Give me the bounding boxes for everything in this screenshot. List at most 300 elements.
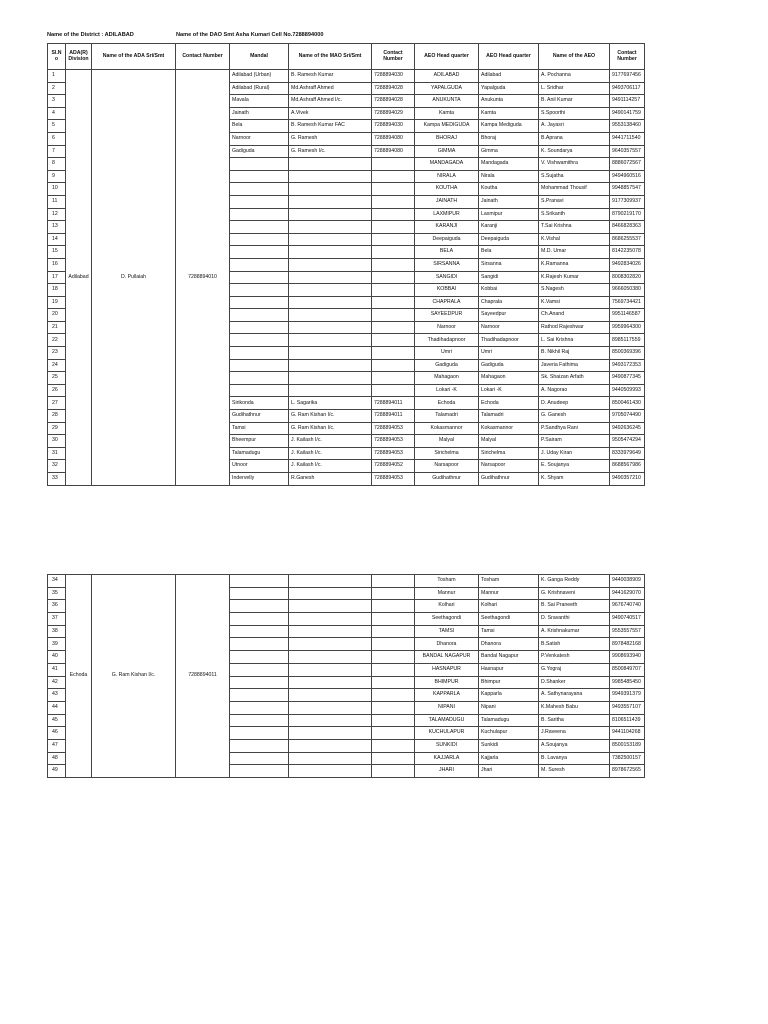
aeo-name-cell: A. Sathynarayana xyxy=(539,689,610,702)
aeo-hq-cell: Malyal xyxy=(415,435,479,448)
col-mao-contact: Contact Number xyxy=(372,44,415,70)
aeo-hq-cell: HASNAPUR xyxy=(415,663,479,676)
mandal-cell xyxy=(230,676,289,689)
mandal-cell xyxy=(230,384,289,397)
aeo-contact-cell: 9490740517 xyxy=(610,613,645,626)
mao-contact-cell xyxy=(372,384,415,397)
aeo-hq-cell: BHIMPUR xyxy=(415,676,479,689)
mao-contact-cell: 7288894080 xyxy=(372,132,415,145)
mandal-cell xyxy=(230,714,289,727)
header-row xyxy=(48,44,645,70)
aeo-hq-cell: Echoda xyxy=(415,397,479,410)
aeo-name-cell: B. Anil Kumar xyxy=(539,95,610,108)
aeo-contact-cell: 9490357210 xyxy=(610,473,645,486)
mao-name-cell xyxy=(289,587,372,600)
aeo-name-cell: L. Sai Krishna xyxy=(539,334,610,347)
mao-name-cell xyxy=(289,321,372,334)
aeo-name-cell: G. Ganesh xyxy=(539,410,610,423)
mao-name-cell xyxy=(289,575,372,588)
aeo-hq-cell: SUNKIDI xyxy=(415,739,479,752)
mao-contact-cell: 7288894028 xyxy=(372,82,415,95)
aeo-hq-cell: Kokasmannor xyxy=(415,422,479,435)
sl-no-cell: 20 xyxy=(48,309,66,322)
sl-no-cell: 47 xyxy=(48,739,66,752)
sl-no-cell: 1 xyxy=(48,70,66,83)
aeo-hq-2-cell: Talamadugu xyxy=(479,714,539,727)
aeo-contact-cell: 8790219170 xyxy=(610,208,645,221)
mao-name-cell xyxy=(289,689,372,702)
aeo-hq-2-cell: Sunkidi xyxy=(479,739,539,752)
col-aeo-hq: AEO Head quarter xyxy=(415,44,479,70)
aeo-contact-cell: 9177697456 xyxy=(610,70,645,83)
mao-contact-cell xyxy=(372,309,415,322)
mandal-cell: Sirikonda xyxy=(230,397,289,410)
mao-name-cell xyxy=(289,233,372,246)
aeo-hq-2-cell: Kampa Mediguda xyxy=(479,120,539,133)
aeo-name-cell: A. Jayasri xyxy=(539,120,610,133)
ada-name-cell: G. Ram Kishan I/c. xyxy=(92,575,176,778)
mandal-cell xyxy=(230,765,289,778)
aeo-hq-cell: Gadiguda xyxy=(415,359,479,372)
aeo-name-cell: K.Ramanna xyxy=(539,258,610,271)
aeo-hq-2-cell: Sirichelma xyxy=(479,447,539,460)
mao-contact-cell xyxy=(372,701,415,714)
mao-name-cell: J. Kailash I/c. xyxy=(289,435,372,448)
mao-contact-cell: 7288894080 xyxy=(372,145,415,158)
aeo-hq-2-cell: Kokasmannor xyxy=(479,422,539,435)
sl-no-cell: 24 xyxy=(48,359,66,372)
col-aeo-contact: Contact Number xyxy=(610,44,645,70)
aeo-hq-2-cell: Jainath xyxy=(479,195,539,208)
mandal-cell xyxy=(230,321,289,334)
mao-contact-cell xyxy=(372,334,415,347)
aeo-contact-cell: 9908693940 xyxy=(610,651,645,664)
mao-contact-cell xyxy=(372,714,415,727)
sl-no-cell: 4 xyxy=(48,107,66,120)
mao-contact-cell xyxy=(372,246,415,259)
aeo-contact-cell: 9441104268 xyxy=(610,727,645,740)
aeo-hq-cell: Narnoor xyxy=(415,321,479,334)
mandal-cell xyxy=(230,195,289,208)
mandal-cell xyxy=(230,271,289,284)
aeo-contact-cell: 9441711540 xyxy=(610,132,645,145)
mandal-cell xyxy=(230,638,289,651)
aeo-hq-cell: ADILABAD xyxy=(415,70,479,83)
mao-contact-cell: 7288894052 xyxy=(372,460,415,473)
mao-name-cell xyxy=(289,271,372,284)
mao-name-cell xyxy=(289,195,372,208)
aeo-hq-2-cell: Yapalguda xyxy=(479,82,539,95)
sl-no-cell: 29 xyxy=(48,422,66,435)
sl-no-cell: 35 xyxy=(48,587,66,600)
aeo-name-cell: K.Vamsi xyxy=(539,296,610,309)
sl-no-cell: 11 xyxy=(48,195,66,208)
mao-name-cell xyxy=(289,170,372,183)
aeo-hq-2-cell: Umri xyxy=(479,347,539,360)
ada-name-cell: D. Pullaiah xyxy=(92,70,176,486)
mao-name-cell xyxy=(289,334,372,347)
aeo-hq-cell: Seethagondi xyxy=(415,613,479,626)
aeo-name-cell: M. Suresh xyxy=(539,765,610,778)
aeo-hq-cell: Lokari -K xyxy=(415,384,479,397)
aeo-contact-cell: 9505474294 xyxy=(610,435,645,448)
mao-name-cell: J. Kailash I/c. xyxy=(289,460,372,473)
mao-contact-cell xyxy=(372,625,415,638)
sl-no-cell: 31 xyxy=(48,447,66,460)
aeo-contact-cell: 7569734421 xyxy=(610,296,645,309)
aeo-name-cell: E. Soujanya xyxy=(539,460,610,473)
aeo-name-cell: K.Vishal xyxy=(539,233,610,246)
sl-no-cell: 43 xyxy=(48,689,66,702)
aeo-hq-cell: Narsapoor xyxy=(415,460,479,473)
col-ada-contact: Contact Number xyxy=(176,44,230,70)
table-row xyxy=(48,70,645,83)
aeo-hq-2-cell: Narsapoor xyxy=(479,460,539,473)
mao-contact-cell: 7288894053 xyxy=(372,422,415,435)
mao-contact-cell xyxy=(372,284,415,297)
aeo-hq-cell: JHARI xyxy=(415,765,479,778)
mandal-cell xyxy=(230,246,289,259)
aeo-hq-2-cell: Sirsanna xyxy=(479,258,539,271)
mao-name-cell: B. Ramesh Kumar xyxy=(289,70,372,83)
aeo-name-cell: V. Vishwamithra xyxy=(539,158,610,171)
mao-name-cell: G. Ram Kishan I/c. xyxy=(289,410,372,423)
sl-no-cell: 39 xyxy=(48,638,66,651)
mao-contact-cell xyxy=(372,727,415,740)
sl-no-cell: 3 xyxy=(48,95,66,108)
aeo-hq-cell: MANDAGADA xyxy=(415,158,479,171)
mao-name-cell xyxy=(289,651,372,664)
aeo-hq-cell: KOBBAI xyxy=(415,284,479,297)
mandal-cell: Talamadugu xyxy=(230,447,289,460)
mao-name-cell xyxy=(289,208,372,221)
aeo-hq-cell: Mahagaon xyxy=(415,372,479,385)
aeo-contact-cell: 8466828363 xyxy=(610,221,645,234)
ada-division-cell: Echoda xyxy=(66,575,92,778)
aeo-hq-2-cell: Kapparla xyxy=(479,689,539,702)
aeo-contact-cell: 9951146587 xyxy=(610,309,645,322)
aeo-contact-cell: 8500153189 xyxy=(610,739,645,752)
aeo-name-cell: K.Mahesh Babu xyxy=(539,701,610,714)
sl-no-cell: 22 xyxy=(48,334,66,347)
aeo-contact-cell: 9553557557 xyxy=(610,625,645,638)
mandal-cell xyxy=(230,221,289,234)
aeo-name-cell: D. Anudeep xyxy=(539,397,610,410)
mandal-cell xyxy=(230,183,289,196)
aeo-name-cell: L. Sridhar xyxy=(539,82,610,95)
aeo-name-cell: P.Sairam xyxy=(539,435,610,448)
mao-name-cell xyxy=(289,309,372,322)
aeo-hq-cell: NIPANI xyxy=(415,701,479,714)
mao-name-cell xyxy=(289,296,372,309)
sl-no-cell: 10 xyxy=(48,183,66,196)
mandal-cell xyxy=(230,170,289,183)
aeo-hq-cell: BELA xyxy=(415,246,479,259)
col-mao-name: Name of the MAO Sri/Smt xyxy=(289,44,372,70)
sl-no-cell: 8 xyxy=(48,158,66,171)
mandal-cell xyxy=(230,372,289,385)
aeo-hq-2-cell: Echoda xyxy=(479,397,539,410)
aeo-hq-cell: Tosham xyxy=(415,575,479,588)
aeo-hq-cell: BHORAJ xyxy=(415,132,479,145)
aeo-name-cell: B. Saritha xyxy=(539,714,610,727)
aeo-hq-2-cell: Bhoraj xyxy=(479,132,539,145)
dao-title: Name of the DAO Smt Asha Kumari Cell No.7288894000 xyxy=(176,32,324,38)
aeo-contact-cell: 8978672565 xyxy=(610,765,645,778)
aeo-hq-2-cell: Anukunta xyxy=(479,95,539,108)
mao-contact-cell: 7288894053 xyxy=(372,447,415,460)
mao-name-cell xyxy=(289,221,372,234)
mandal-cell xyxy=(230,309,289,322)
mao-name-cell: G. Ramesh I/c. xyxy=(289,145,372,158)
aeo-hq-cell: KAPPARLA xyxy=(415,689,479,702)
aeo-name-cell: K.Rajesh Kumar xyxy=(539,271,610,284)
sl-no-cell: 6 xyxy=(48,132,66,145)
mao-contact-cell xyxy=(372,158,415,171)
aeo-hq-2-cell: Mandagada xyxy=(479,158,539,171)
mao-name-cell: B. Ramesh Kumar FAC xyxy=(289,120,372,133)
mandal-cell xyxy=(230,296,289,309)
aeo-hq-2-cell: Thadihadapnoor xyxy=(479,334,539,347)
aeo-hq-cell: Sirichelma xyxy=(415,447,479,460)
aeo-name-cell: J. Uday Kiran xyxy=(539,447,610,460)
aeo-hq-2-cell: Laxmipur xyxy=(479,208,539,221)
mao-contact-cell: 7288894011 xyxy=(372,410,415,423)
aeo-hq-2-cell: Bandal Nagapur xyxy=(479,651,539,664)
mandal-cell: Gadiguda xyxy=(230,145,289,158)
aeo-name-cell: K. Soundarya xyxy=(539,145,610,158)
aeo-hq-2-cell: Dhanora xyxy=(479,638,539,651)
mao-name-cell xyxy=(289,347,372,360)
mao-contact-cell xyxy=(372,221,415,234)
mao-contact-cell xyxy=(372,208,415,221)
aeo-contact-cell: 9666050380 xyxy=(610,284,645,297)
mandal-cell xyxy=(230,613,289,626)
officers-table-part-2 xyxy=(47,574,645,778)
aeo-name-cell: A. Pochanna xyxy=(539,70,610,83)
sl-no-cell: 12 xyxy=(48,208,66,221)
aeo-name-cell: D. Sravanthi xyxy=(539,613,610,626)
aeo-name-cell: Mohammad Thousif xyxy=(539,183,610,196)
district-title: Name of the District : ADILABAD xyxy=(47,32,134,38)
aeo-hq-cell: Kampa MEDIGUDA xyxy=(415,120,479,133)
mao-contact-cell xyxy=(372,359,415,372)
mandal-cell: Adilabad (Urban) xyxy=(230,70,289,83)
ada-division-cell: Adilabad xyxy=(66,70,92,486)
sl-no-cell: 38 xyxy=(48,625,66,638)
aeo-contact-cell: 9705074490 xyxy=(610,410,645,423)
aeo-name-cell: G. Krishnaveni xyxy=(539,587,610,600)
aeo-hq-cell: GIMMA xyxy=(415,145,479,158)
mao-name-cell xyxy=(289,714,372,727)
aeo-hq-2-cell: Seethagondi xyxy=(479,613,539,626)
mandal-cell xyxy=(230,663,289,676)
aeo-name-cell: B. Sai Praneeth xyxy=(539,600,610,613)
aeo-hq-cell: JAINATH xyxy=(415,195,479,208)
mandal-cell xyxy=(230,233,289,246)
mao-contact-cell xyxy=(372,613,415,626)
mao-name-cell xyxy=(289,613,372,626)
mao-name-cell: L. Sagarika xyxy=(289,397,372,410)
mao-name-cell xyxy=(289,372,372,385)
mao-name-cell xyxy=(289,727,372,740)
sl-no-cell: 40 xyxy=(48,651,66,664)
aeo-hq-2-cell: Nipani xyxy=(479,701,539,714)
mao-name-cell xyxy=(289,752,372,765)
mao-contact-cell xyxy=(372,587,415,600)
mandal-cell: Bela xyxy=(230,120,289,133)
aeo-hq-2-cell: Talamadri xyxy=(479,410,539,423)
aeo-hq-2-cell: Mannur xyxy=(479,587,539,600)
aeo-hq-2-cell: Jhari xyxy=(479,765,539,778)
aeo-hq-2-cell: Bhimpur xyxy=(479,676,539,689)
sl-no-cell: 30 xyxy=(48,435,66,448)
mao-contact-cell xyxy=(372,638,415,651)
aeo-contact-cell: 9490877345 xyxy=(610,372,645,385)
aeo-name-cell: B.Aprana xyxy=(539,132,610,145)
sl-no-cell: 44 xyxy=(48,701,66,714)
mao-contact-cell: 7288894030 xyxy=(372,70,415,83)
aeo-hq-2-cell: Narnoor xyxy=(479,321,539,334)
mandal-cell xyxy=(230,587,289,600)
col-ada-name: Name of the ADA Sri/Smt xyxy=(92,44,176,70)
aeo-name-cell: K. Ganga Reddy xyxy=(539,575,610,588)
mao-contact-cell xyxy=(372,663,415,676)
sl-no-cell: 5 xyxy=(48,120,66,133)
mandal-cell xyxy=(230,752,289,765)
sl-no-cell: 28 xyxy=(48,410,66,423)
col-aeo-name: Name of the AEO xyxy=(539,44,610,70)
officers-table-part-1 xyxy=(47,43,645,486)
aeo-hq-2-cell: Gudihathnur xyxy=(479,473,539,486)
mandal-cell xyxy=(230,258,289,271)
mao-contact-cell: 7288894053 xyxy=(372,473,415,486)
mao-name-cell xyxy=(289,676,372,689)
mandal-cell: Jainath xyxy=(230,107,289,120)
aeo-contact-cell: 8106511439 xyxy=(610,714,645,727)
aeo-hq-2-cell: Lokari -K xyxy=(479,384,539,397)
mao-contact-cell xyxy=(372,689,415,702)
sl-no-cell: 27 xyxy=(48,397,66,410)
aeo-hq-2-cell: Adilabad xyxy=(479,70,539,83)
mao-contact-cell: 7288894053 xyxy=(372,435,415,448)
sl-no-cell: 18 xyxy=(48,284,66,297)
aeo-hq-2-cell: Gadiguda xyxy=(479,359,539,372)
aeo-hq-2-cell: Kobbai xyxy=(479,284,539,297)
aeo-name-cell: G.Yograj xyxy=(539,663,610,676)
aeo-hq-cell: KOUTHA xyxy=(415,183,479,196)
aeo-name-cell: B.Satish xyxy=(539,638,610,651)
aeo-hq-cell: Kolhari xyxy=(415,600,479,613)
mandal-cell xyxy=(230,727,289,740)
mao-name-cell xyxy=(289,765,372,778)
aeo-hq-cell: Thadihadapnoor xyxy=(415,334,479,347)
aeo-contact-cell: 9676740740 xyxy=(610,600,645,613)
aeo-hq-cell: Umri xyxy=(415,347,479,360)
sl-no-cell: 14 xyxy=(48,233,66,246)
aeo-hq-2-cell: Kolhari xyxy=(479,600,539,613)
mandal-cell xyxy=(230,575,289,588)
aeo-hq-2-cell: Sangidi xyxy=(479,271,539,284)
mao-name-cell xyxy=(289,600,372,613)
mao-contact-cell: 7288894028 xyxy=(372,95,415,108)
sl-no-cell: 37 xyxy=(48,613,66,626)
mao-contact-cell xyxy=(372,321,415,334)
sl-no-cell: 13 xyxy=(48,221,66,234)
aeo-hq-cell: SANGIDI xyxy=(415,271,479,284)
aeo-contact-cell: 8500849707 xyxy=(610,663,645,676)
aeo-contact-cell: 8142235078 xyxy=(610,246,645,259)
aeo-hq-2-cell: Malyal xyxy=(479,435,539,448)
mao-name-cell: Md.Ashraff Ahmed xyxy=(289,82,372,95)
mao-name-cell xyxy=(289,384,372,397)
mao-contact-cell xyxy=(372,372,415,385)
mao-name-cell xyxy=(289,183,372,196)
mao-contact-cell xyxy=(372,296,415,309)
mandal-cell xyxy=(230,359,289,372)
aeo-name-cell: Sk. Shaizan Arfath xyxy=(539,372,610,385)
aeo-hq-cell: LAXMIPUR xyxy=(415,208,479,221)
aeo-hq-cell: KARANJI xyxy=(415,221,479,234)
aeo-name-cell: T.Sai Krishna xyxy=(539,221,610,234)
aeo-hq-cell: Gudihathnur xyxy=(415,473,479,486)
mandal-cell xyxy=(230,158,289,171)
sl-no-cell: 16 xyxy=(48,258,66,271)
aeo-hq-cell: TAMSI xyxy=(415,625,479,638)
aeo-contact-cell: 8978482168 xyxy=(610,638,645,651)
aeo-hq-2-cell: Kuchulapur xyxy=(479,727,539,740)
aeo-contact-cell: 7382500157 xyxy=(610,752,645,765)
sl-no-cell: 23 xyxy=(48,347,66,360)
col-mandal: Mandal xyxy=(230,44,289,70)
aeo-contact-cell: 9440509993 xyxy=(610,384,645,397)
aeo-hq-cell: KAJJARLA xyxy=(415,752,479,765)
sl-no-cell: 15 xyxy=(48,246,66,259)
aeo-name-cell: D.Shanker xyxy=(539,676,610,689)
mao-name-cell xyxy=(289,246,372,259)
aeo-hq-2-cell: Kamta xyxy=(479,107,539,120)
mandal-cell xyxy=(230,651,289,664)
aeo-contact-cell: 9949391379 xyxy=(610,689,645,702)
aeo-name-cell: S.Sujatha xyxy=(539,170,610,183)
mandal-cell: Bheempur xyxy=(230,435,289,448)
mao-contact-cell xyxy=(372,183,415,196)
mao-name-cell xyxy=(289,739,372,752)
col-sl-no: Sl.N o xyxy=(48,44,66,70)
aeo-contact-cell: 8008302820 xyxy=(610,271,645,284)
mao-name-cell xyxy=(289,258,372,271)
aeo-hq-cell: BANDAL NAGAPUR xyxy=(415,651,479,664)
aeo-name-cell: P.Sandhya Rani xyxy=(539,422,610,435)
aeo-hq-2-cell: Tamsi xyxy=(479,625,539,638)
sl-no-cell: 41 xyxy=(48,663,66,676)
mandal-cell: Utnoor xyxy=(230,460,289,473)
mao-name-cell: R.Ganesh xyxy=(289,473,372,486)
aeo-contact-cell: 9494960516 xyxy=(610,170,645,183)
ada-contact-cell: 7288894010 xyxy=(176,70,230,486)
aeo-hq-2-cell: Mahagaon xyxy=(479,372,539,385)
ada-contact-cell: 7288894011 xyxy=(176,575,230,778)
mandal-cell xyxy=(230,600,289,613)
aeo-name-cell: J.Raveena xyxy=(539,727,610,740)
mao-name-cell xyxy=(289,284,372,297)
sl-no-cell: 49 xyxy=(48,765,66,778)
table-row xyxy=(48,575,645,588)
mao-name-cell xyxy=(289,701,372,714)
sl-no-cell: 33 xyxy=(48,473,66,486)
mao-name-cell xyxy=(289,359,372,372)
aeo-contact-cell: 9177309937 xyxy=(610,195,645,208)
